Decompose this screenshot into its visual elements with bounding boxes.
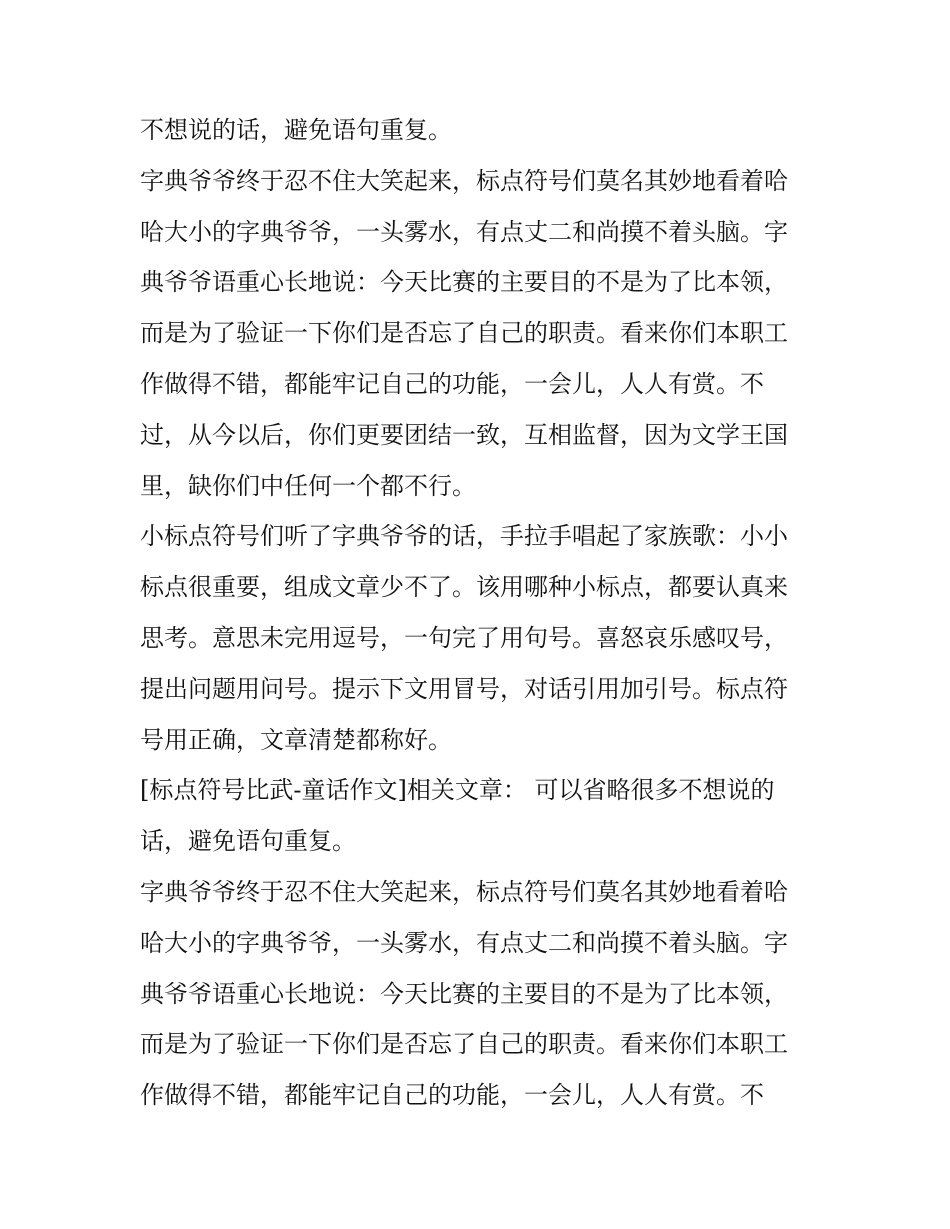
text-line: [标点符号比武-童话作文]相关文章： 可以省略很多不想说的 (140, 776, 775, 805)
text-line: 哈大小的字典爷爷，一头雾水，有点丈二和尚摸不着头脑。字 (140, 217, 788, 246)
text-line: 标点很重要，组成文章少不了。该用哪种小标点，都要认真来 (140, 573, 788, 602)
text-line: 典爷爷语重心长地说：今天比赛的主要目的不是为了比本领， (140, 979, 788, 1008)
text-line: 字典爷爷终于忍不住大笑起来，标点符号们莫名其妙地看着哈 (140, 877, 788, 906)
text-line: 号用正确，文章清楚都称好。 (140, 725, 452, 754)
text-line: 作做得不错，都能牢记自己的功能，一会儿，人人有赏。不 (140, 369, 764, 398)
text-line: 作做得不错，都能牢记自己的功能，一会儿，人人有赏。不 (140, 1081, 764, 1110)
text-line: 过，从今以后，你们更要团结一致，互相监督，因为文学王国 (140, 420, 788, 449)
text-line: 而是为了验证一下你们是否忘了自己的职责。看来你们本职工 (140, 319, 788, 348)
document-body (140, 105, 820, 1121)
text-line: 思考。意思未完用逗号，一句完了用句号。喜怒哀乐感叹号， (140, 623, 788, 652)
text-line: 而是为了验证一下你们是否忘了自己的职责。看来你们本职工 (140, 1030, 788, 1059)
text-line: 字典爷爷终于忍不住大笑起来，标点符号们莫名其妙地看着哈 (140, 166, 788, 195)
text-line: 话，避免语句重复。 (140, 827, 356, 856)
text-line: 哈大小的字典爷爷，一头雾水，有点丈二和尚摸不着头脑。字 (140, 928, 788, 957)
text-line: 典爷爷语重心长地说：今天比赛的主要目的不是为了比本领， (140, 268, 788, 297)
text-line: 小标点符号们听了字典爷爷的话，手拉手唱起了家族歌：小小 (140, 522, 788, 551)
text-line: 提出问题用问号。提示下文用冒号，对话引用加引号。标点符 (140, 674, 788, 703)
text-line: 里，缺你们中任何一个都不行。 (140, 471, 476, 500)
text-line: 不想说的话，避免语句重复。 (140, 116, 452, 144)
